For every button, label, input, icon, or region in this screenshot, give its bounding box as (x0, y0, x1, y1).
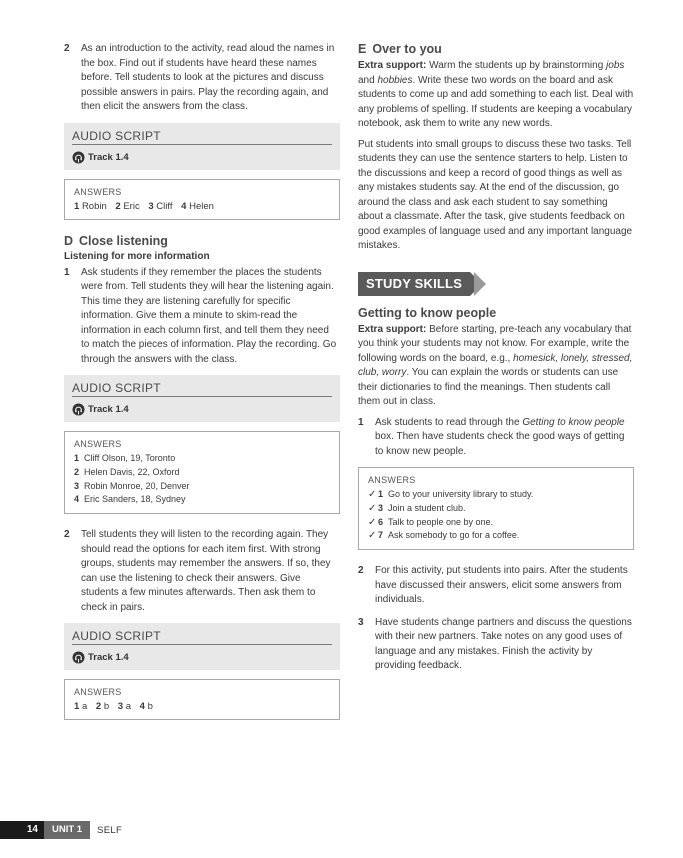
audio-track-icon (72, 151, 85, 164)
unit-name: SELF (97, 824, 123, 836)
track-link[interactable] (72, 651, 332, 664)
checkmark-icon: ✓ (368, 502, 377, 514)
answer-value: Ask somebody to go for a coffee. (388, 530, 520, 541)
answer-value: Join a student club. (388, 502, 466, 513)
banner-chevron-icon (474, 272, 486, 296)
item-text: For this activity, put students into pairs. After the students have discussed their answers, elicit some answers from individuals. (375, 565, 628, 606)
study-extra-support-paragraph (358, 323, 634, 410)
para-text: Before starting, pre-teach any vocabulary that you think your students may not know. For example, write the following words on the board, e.g., (358, 323, 632, 364)
answers-box-2 (64, 431, 340, 514)
extra-support-paragraph (358, 59, 634, 132)
answer-value: Cliff Olson, 19, Toronto (84, 453, 176, 463)
answer-number: 4 (139, 701, 145, 713)
study-item-3 (358, 616, 634, 674)
section-title: Over to you (372, 42, 442, 56)
answers-inline (74, 700, 330, 713)
answer-number: 1 (74, 453, 80, 463)
answer-number: 4 (74, 494, 80, 505)
answer-value: Helen Davis, 22, Oxford (84, 466, 180, 477)
answers-title: ANSWERS (74, 186, 122, 197)
d-item-2 (64, 528, 340, 615)
right-column (358, 42, 634, 682)
answer-value: b (103, 701, 110, 713)
audio-script-box (64, 123, 340, 170)
extra-support-label: Extra support: (358, 323, 427, 335)
para-italic: hobbies (377, 74, 413, 86)
audio-script-box (64, 375, 340, 422)
track-label: Track 1.4 (88, 652, 129, 664)
section-letter: E (358, 42, 367, 56)
answers-inline (74, 200, 330, 213)
answer-value: Helen (189, 200, 214, 212)
checkmark-icon: ✓ (368, 489, 377, 500)
page-footer (0, 821, 122, 839)
item-text (375, 416, 634, 460)
d-item-1 (64, 266, 340, 368)
answer-number: 2 (95, 701, 102, 713)
answer-number: 1 (74, 200, 80, 212)
audio-script-box (64, 623, 340, 670)
study-skills-title: Getting to know people (358, 305, 497, 320)
audio-track-icon (72, 403, 85, 416)
item-number: 1 (64, 266, 70, 278)
answer-number: 1 (74, 701, 80, 713)
item-number: 2 (64, 43, 70, 54)
answer-number: 2 (74, 466, 80, 477)
answer-value: Cliff (156, 200, 173, 212)
study-skills-banner (358, 272, 634, 296)
answers-title: ANSWERS (74, 687, 122, 698)
item-number: 3 (358, 616, 364, 628)
group-discussion-paragraph: Put students into small groups to discuss these two tasks. Tell students they can use the sentence starters to help. Listen to the discussions and keep a record of good things as well as any mistakes students say. At the end of the discussion, go around the class and ask each student to say something about a classmate. After the task, give students feedback on good examples of language used and any important language mistakes. (358, 138, 633, 251)
answer-value: Go to your university library to study. (388, 489, 534, 499)
answer-row (74, 466, 330, 480)
checkmark-icon: ✓ (368, 516, 377, 528)
answer-number: 4 (181, 200, 187, 212)
item-text: Ask students if they remember the places the students were from. Tell students they will hear the listening again. This time they are listening carefully for specific information. Give them a minute to skim-read the information in each column first, and tell them they need to match the pieces of information. Play the recording. Go through the answers with the class. (81, 266, 337, 365)
study-item-2 (358, 564, 634, 608)
item-text: As an introduction to the activity, read aloud the names in the box. Find out if students have heard these names before. Tell students to look at the pictures and discuss possible answers in pairs. Play the recording again, and then elicit the answers from the class. (81, 43, 335, 112)
item-italic: Getting to know people (522, 416, 625, 428)
audio-script-title: AUDIO SCRIPT (72, 629, 332, 645)
track-link[interactable] (72, 403, 332, 416)
item-text-part: box. Then have students check the good ways of getting to know new people. (375, 431, 625, 457)
para-text: . Write these two words on the board and ask students to come up and add something to each list. Deal with any problems of spelling. If students are keeping a vocabulary notebook, ask them to write any new words. (358, 74, 634, 129)
answer-number: 3 (74, 480, 80, 491)
answer-row (368, 488, 624, 502)
unit-label: UNIT 1 (44, 821, 90, 839)
audio-track-icon (72, 651, 85, 664)
answer-number: 7 (378, 530, 384, 541)
study-skills-label: STUDY SKILLS (358, 272, 470, 296)
answer-value: Robin (81, 200, 107, 212)
answers-box-3 (64, 679, 340, 720)
extra-support-label: Extra support: (358, 60, 427, 71)
answer-value: Eric Sanders, 18, Sydney (84, 494, 186, 505)
answers-title: ANSWERS (74, 439, 122, 449)
answers-title: ANSWERS (368, 475, 416, 485)
answer-row (74, 452, 330, 466)
answer-row (368, 529, 624, 543)
answer-row (368, 502, 624, 516)
answer-value: Talk to people one by one. (388, 516, 494, 527)
track-label: Track 1.4 (88, 151, 129, 163)
answer-value: a (81, 701, 88, 713)
para-italic: jobs (606, 60, 625, 71)
item-number: 2 (64, 529, 70, 541)
track-label: Track 1.4 (88, 404, 129, 415)
answer-value: a (125, 701, 131, 713)
checkmark-icon: ✓ (368, 530, 377, 542)
answer-row (74, 480, 330, 494)
para-text: . You can explain the words or students can use their dictionaries to find the meanings. Then students call them out in class. (358, 367, 619, 407)
section-d-heading (64, 234, 340, 248)
item-text: Have students change partners and discuss the questions with their new partners. Take notes on any good uses of language and any mistakes. Finish the activity by providing feedback. (375, 616, 632, 672)
answer-row (368, 516, 624, 530)
study-item-1 (358, 416, 634, 460)
left-column (64, 42, 340, 734)
section-e-heading (358, 42, 634, 56)
answer-number: 3 (378, 502, 384, 513)
item-number: 1 (358, 416, 364, 428)
answer-number: 1 (378, 489, 384, 499)
audio-script-title: AUDIO SCRIPT (72, 381, 332, 397)
section-letter: D (64, 233, 74, 248)
answer-number: 3 (117, 701, 124, 713)
answer-value: b (147, 701, 153, 713)
track-link[interactable] (72, 151, 332, 164)
section-title: Close listening (79, 233, 168, 248)
para-italic: homesick, lonely, stressed, club, worry (358, 352, 633, 378)
answer-value: Robin Monroe, 20, Denver (84, 480, 190, 491)
item-text: Tell students they will listen to the recording again. They should read the options for each item first. With strong groups, students may remember the answers. If so, they can use the listening to check their answers. Give students a few minutes afterwards. Then ask them to check in pairs. (81, 529, 331, 613)
page-number: 14 (0, 821, 44, 839)
intro-item-2 (64, 42, 340, 115)
answers-box-1 (64, 179, 340, 220)
answer-number: 6 (378, 516, 384, 527)
section-d-subheading: Listening for more information (64, 250, 210, 262)
answer-value: Eric (123, 200, 140, 212)
answer-number: 3 (148, 200, 154, 212)
para-text: Warm the students up by brainstorming (426, 60, 607, 71)
para-text: and (358, 74, 378, 86)
item-number: 2 (358, 565, 364, 577)
study-answers-box (358, 467, 634, 550)
audio-script-title: AUDIO SCRIPT (72, 129, 332, 145)
item-text-part: Ask students to read through the (375, 416, 523, 428)
answer-row (74, 493, 330, 507)
answer-number: 2 (115, 200, 121, 212)
